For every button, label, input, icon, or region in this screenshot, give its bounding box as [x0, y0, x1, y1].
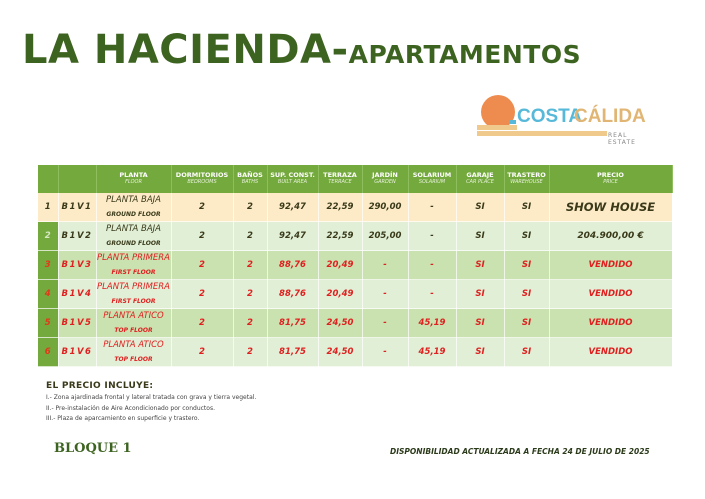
availability-date: DISPONIBILIDAD ACTUALIZADA A FECHA 24 DE JULIO DE 2025: [390, 447, 650, 456]
garage: SI: [456, 280, 504, 309]
unit-code: B1V3: [58, 251, 96, 280]
garden: 205,00: [362, 222, 408, 251]
bedrooms: 2: [171, 222, 233, 251]
col-baths: BAÑOS BATHS: [233, 165, 267, 193]
garage: SI: [456, 222, 504, 251]
terrace: 20,49: [318, 280, 362, 309]
bedrooms: 2: [171, 193, 233, 222]
col-solarium: SOLARIUM SOLARIUM: [408, 165, 456, 193]
unit-code: B1V2: [58, 222, 96, 251]
storage: SI: [504, 309, 549, 338]
title-sub: APARTAMENTOS: [348, 40, 582, 69]
unit-floor: PLANTA PRIMERA FIRST FLOOR: [96, 251, 171, 280]
page-title: [22, 27, 582, 73]
unit-code: B1V5: [58, 309, 96, 338]
include-item: I.- Zona ajardinada frontal y lateral tratada con grava y tierra vegetal.: [46, 394, 257, 401]
built-area: 88,76: [267, 251, 318, 280]
storage: SI: [504, 222, 549, 251]
include-item: III.- Plaza de aparcamiento en superficie y trastero.: [46, 415, 200, 422]
col-num: [38, 165, 58, 193]
garage: SI: [456, 338, 504, 367]
garden: -: [362, 338, 408, 367]
built-area: 81,75: [267, 309, 318, 338]
price: 204.900,00 €: [549, 222, 672, 251]
bedrooms: 2: [171, 280, 233, 309]
price: VENDIDO: [549, 280, 672, 309]
table-row: [38, 193, 672, 222]
unit-number: 4: [38, 280, 58, 309]
table-header: [38, 165, 672, 193]
garden: -: [362, 280, 408, 309]
col-price: PRECIO PRICE: [549, 165, 672, 193]
unit-number: 2: [38, 222, 58, 251]
unit-number: 5: [38, 309, 58, 338]
unit-code: B1V4: [58, 280, 96, 309]
storage: SI: [504, 280, 549, 309]
solarium: 45,19: [408, 309, 456, 338]
solarium: -: [408, 251, 456, 280]
include-item: II.- Pre-instalación de Aire Acondicionado por conductos.: [46, 404, 215, 412]
baths: 2: [233, 193, 267, 222]
unit-floor: PLANTA ATICO TOP FLOOR: [96, 309, 171, 338]
unit-number: 1: [38, 193, 58, 222]
block-label: BLOQUE 1: [54, 441, 132, 456]
solarium: -: [408, 193, 456, 222]
terrace: 24,50: [318, 338, 362, 367]
price: VENDIDO: [549, 251, 672, 280]
table-row: [38, 251, 672, 280]
col-storage: TRASTERO WAREHOUSE: [504, 165, 549, 193]
price: SHOW HOUSE: [549, 193, 672, 222]
baths: 2: [233, 280, 267, 309]
solarium: 45,19: [408, 338, 456, 367]
col-terrace: TERRAZA TERRACE: [318, 165, 362, 193]
col-floor: PLANTA FLOOR: [96, 165, 171, 193]
storage: SI: [504, 193, 549, 222]
logo-bar: [477, 125, 517, 130]
bedrooms: 2: [171, 309, 233, 338]
garden: 290,00: [362, 193, 408, 222]
col-garden: JARDÍN GARDEN: [362, 165, 408, 193]
baths: 2: [233, 222, 267, 251]
storage: SI: [504, 251, 549, 280]
built-area: 92,47: [267, 193, 318, 222]
col-garage: GARAJE CAR PLACE: [456, 165, 504, 193]
garage: SI: [456, 309, 504, 338]
unit-floor: PLANTA PRIMERA FIRST FLOOR: [96, 280, 171, 309]
terrace: 24,50: [318, 309, 362, 338]
baths: 2: [233, 251, 267, 280]
table-row: [38, 338, 672, 367]
unit-code: B1V1: [58, 193, 96, 222]
unit-floor: PLANTA ATICO TOP FLOOR: [96, 338, 171, 367]
unit-floor: PLANTA BAJA GROUND FLOOR: [96, 193, 171, 222]
price: VENDIDO: [549, 309, 672, 338]
price: VENDIDO: [549, 338, 672, 367]
built-area: 88,76: [267, 280, 318, 309]
solarium: -: [408, 222, 456, 251]
built-area: 81,75: [267, 338, 318, 367]
col-bedrooms: DORMITORIOS BEDROOMS: [171, 165, 233, 193]
garage: SI: [456, 251, 504, 280]
col-built-area: SUP. CONST. BUILT AREA: [267, 165, 318, 193]
garden: -: [362, 251, 408, 280]
unit-number: 3: [38, 251, 58, 280]
availability-table: [38, 165, 673, 367]
logo-text-calida: CÁLIDA: [574, 106, 646, 127]
bedrooms: 2: [171, 338, 233, 367]
baths: 2: [233, 309, 267, 338]
terrace: 22,59: [318, 193, 362, 222]
table-row: [38, 280, 672, 309]
unit-floor: PLANTA BAJA GROUND FLOOR: [96, 222, 171, 251]
logo-tagline: REAL ESTATE: [608, 132, 636, 146]
unit-number: 6: [38, 338, 58, 367]
garden: -: [362, 309, 408, 338]
col-code: [58, 165, 96, 193]
solarium: -: [408, 280, 456, 309]
logo-dash: [510, 120, 516, 124]
built-area: 92,47: [267, 222, 318, 251]
garage: SI: [456, 193, 504, 222]
table-row: [38, 222, 672, 251]
terrace: 20,49: [318, 251, 362, 280]
logo-text-costa: COSTA: [517, 106, 583, 127]
price-includes-section: [46, 381, 256, 425]
baths: 2: [233, 338, 267, 367]
price-includes-heading: EL PRECIO INCLUYE:: [46, 381, 154, 391]
table-row: [38, 309, 672, 338]
unit-code: B1V6: [58, 338, 96, 367]
logo-bar: [477, 131, 607, 136]
title-main: LA HACIENDA-: [22, 27, 349, 73]
costa-calida-logo: [477, 95, 657, 145]
bedrooms: 2: [171, 251, 233, 280]
terrace: 22,59: [318, 222, 362, 251]
storage: SI: [504, 338, 549, 367]
